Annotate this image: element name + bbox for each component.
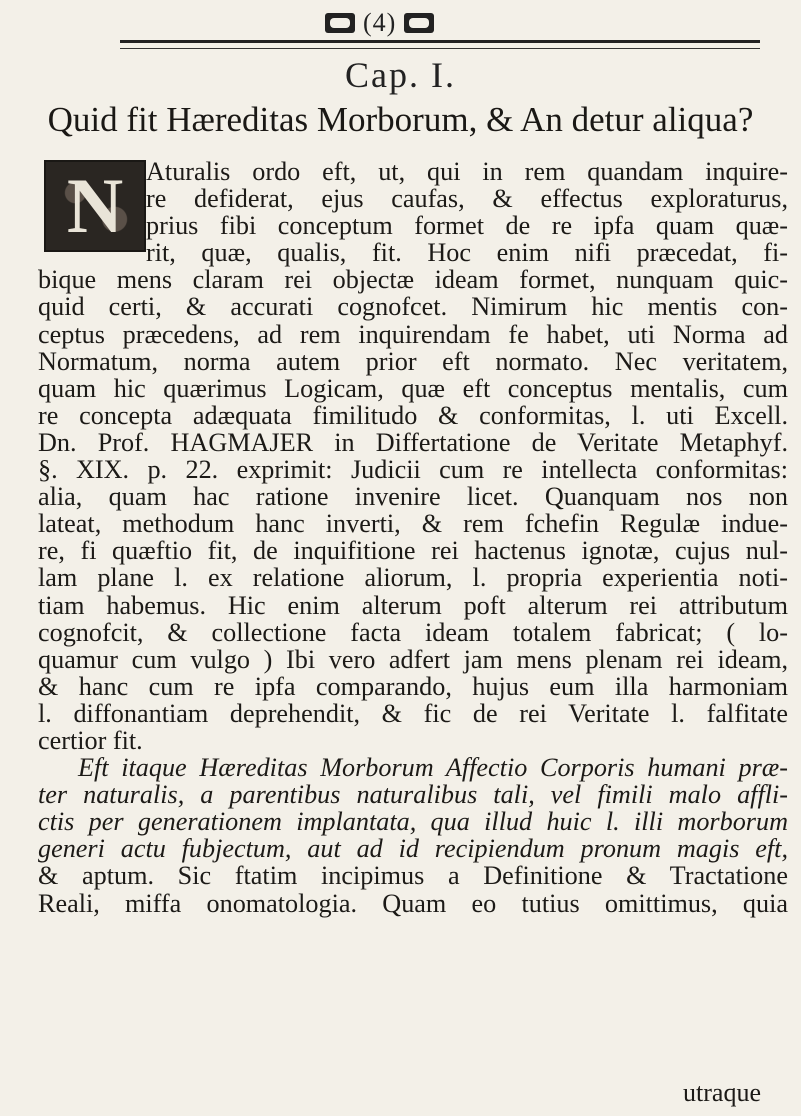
- text-line: l. diffonantiam deprehendit, & fic de rei Veritate l. falfitate: [38, 698, 788, 728]
- body-text: [38, 158, 788, 917]
- definition-line: generi actu fubjectum, aut ad id recipiendum pronum magis eft,: [38, 834, 788, 864]
- text-line: quamur cum vulgo ) Ibi vero adfert jam mens plenam rei ideam,: [38, 644, 788, 674]
- text-line: rit, quæ, qualis, fit. Hoc enim nifi præcedat, fi-: [146, 238, 788, 268]
- dropcap-letter: N: [66, 162, 124, 249]
- text-line: §. XIX. p. 22. exprimit: Judicii cum re intellecta conformitas:: [38, 455, 788, 485]
- text-line: Normatum, norma autem prior eft normato. Nec veritatem,: [38, 346, 788, 376]
- text-line: Dn. Prof. HAGMAJER in Differtatione de Veritate Metaphyf.: [38, 427, 788, 457]
- text-line: re defiderat, ejus caufas, & effectus exploraturus,: [146, 184, 788, 214]
- definition-line: Eft itaque Hæreditas Morborum Affectio Corporis humani præ-: [78, 753, 788, 783]
- definition-line: ter naturalis, a parentibus naturalibus tali, vel fimili malo affli-: [38, 780, 788, 810]
- text-line: Aturalis ordo eft, ut, qui in rem quandam inquire-: [146, 157, 788, 186]
- text-line: quid certi, & accurati cognofcet. Nimirum hic mentis con-: [38, 292, 788, 322]
- text-line: tiam habemus. Hic enim alterum poft alterum rei attributum: [38, 590, 788, 620]
- catchword: utraque: [683, 1078, 761, 1107]
- ornament-left-icon: [325, 13, 355, 33]
- text-line: re concepta adæquata fimilitudo & conformitas, l. uti Excell.: [38, 400, 788, 430]
- definition-line: ctis per generationem implantata, qua illud huic l. illi morborum: [38, 807, 788, 837]
- text-line: lateat, methodum hanc inverti, & rem fchefin Regulæ indue-: [38, 509, 788, 539]
- text-line: & aptum. Sic ftatim incipimus a Definitione & Tractatione: [38, 861, 788, 891]
- text-line: re, fi quæftio fit, de inquifitione rei hactenus ignotæ, cujus nul-: [38, 536, 788, 566]
- text-line: lam plane l. ex relatione aliorum, l. propria experientia noti-: [38, 563, 788, 593]
- text-line: prius fibi conceptum formet de re ipfa quam quæ-: [146, 211, 788, 241]
- text-line: ceptus præcedens, ad rem inquirendam fe habet, uti Norma ad: [38, 319, 788, 349]
- page-number-block: [325, 8, 434, 38]
- text-line: cognofcit, & collectione facta ideam totalem fabricat; ( lo-: [38, 617, 788, 647]
- text-line: Reali, miffa onomatologia. Quam eo tutius omittimus, quia: [38, 888, 788, 918]
- section-title: Quid fit Hæreditas Morborum, & An detur aliqua?: [47, 100, 754, 139]
- chapter-heading: Cap. I.: [345, 55, 456, 95]
- ornament-right-icon: [404, 13, 434, 33]
- text-line: bique mens claram rei objectæ ideam formet, nunquam quic-: [38, 265, 788, 295]
- text-line: certior fit.: [38, 725, 143, 755]
- page-number: (4): [363, 8, 397, 37]
- text-line: quam hic quærimus Logicam, quæ eft conceptus mentalis, cum: [38, 373, 788, 403]
- text-line: & hanc cum re ipfa comparando, hujus eum illa harmoniam: [38, 671, 788, 701]
- text-line: alia, quam hac ratione invenire licet. Quanquam nos non: [38, 482, 788, 512]
- header-rule: [120, 40, 760, 49]
- page-header: [120, 2, 760, 38]
